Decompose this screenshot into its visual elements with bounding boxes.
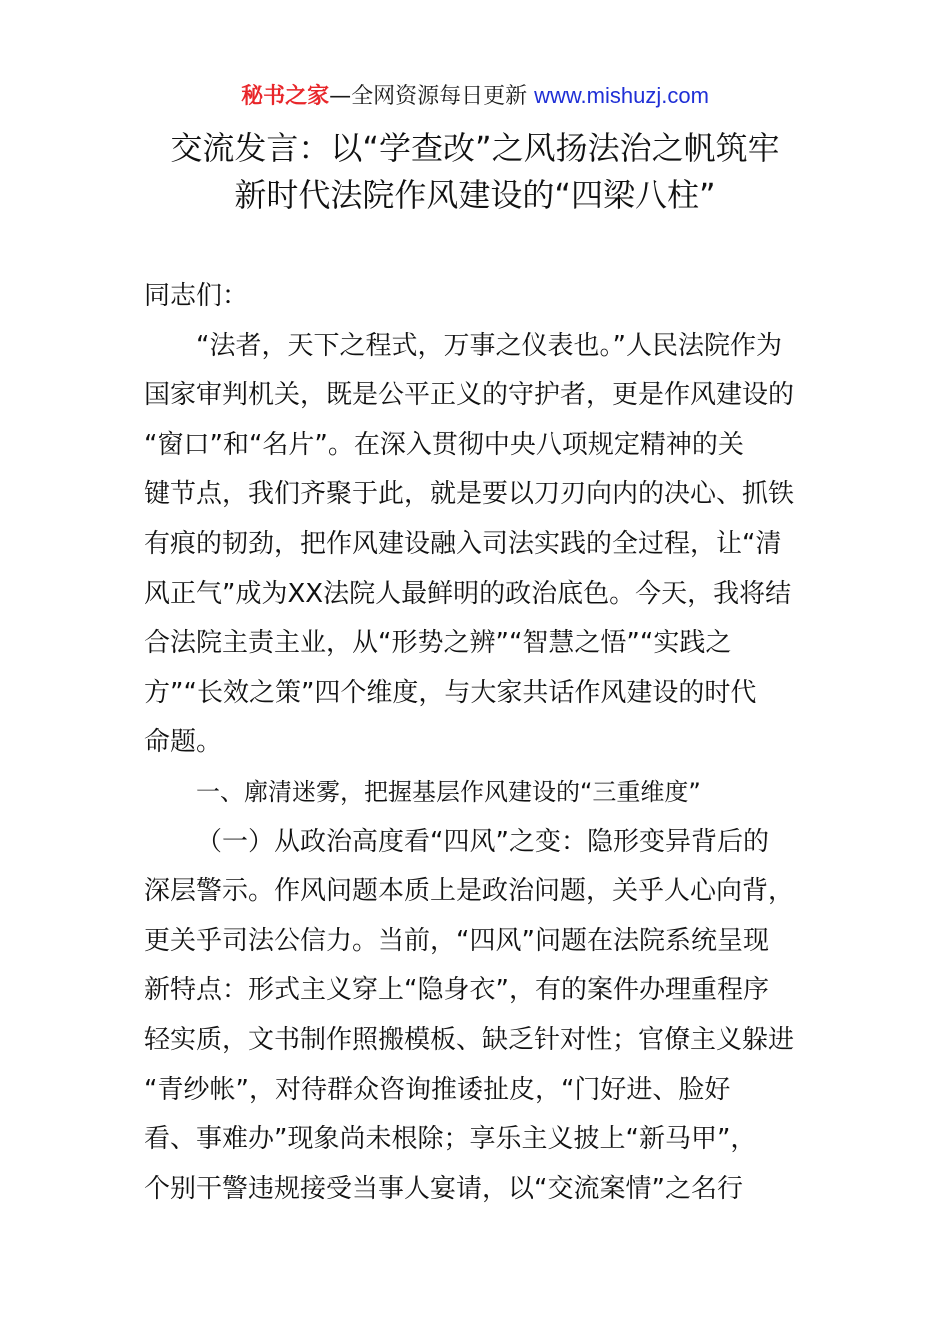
text-line: “青纱帐”，对待群众咨询推诿扯皮，“门好进、脸好 <box>144 1074 731 1105</box>
text-line: 轻实质，文书制作照搬模板、缺乏针对性；官僚主义躲进 <box>144 1024 795 1055</box>
document-title-line-1: 交流发言：以“学查改”之风扬法治之帆筑牢 <box>170 129 780 167</box>
site-url[interactable]: www.mishuzj.com <box>534 83 709 108</box>
text-line: 键节点，我们齐聚于此，就是要以刀刃向内的决心、抓铁 <box>144 479 795 510</box>
text-line: 深层警示。作风问题本质上是政治问题，关乎人心向背， <box>144 876 795 907</box>
text-line: 合法院主责主业，从“形势之辨”“智慧之悟”“实践之 <box>144 628 732 659</box>
text-line: 国家审判机关，既是公平正义的守护者，更是作风建设的 <box>144 380 795 411</box>
brand-name: 秘书之家 <box>241 84 330 109</box>
document-body <box>144 272 808 1214</box>
text-line: 方”“长效之策”四个维度，与大家共话作风建设的时代 <box>144 677 757 708</box>
section-heading: 一、廓清迷雾，把握基层作风建设的“三重维度” <box>196 777 701 806</box>
site-header <box>0 82 950 111</box>
text-line: 个别干警违规接受当事人宴请，以“交流案情”之名行 <box>144 1173 743 1204</box>
text-line: 风正气”成为XX法院人最鲜明的政治底色。今天，我将结 <box>144 578 792 609</box>
text-line: 更关乎司法公信力。当前，“四风”问题在法院系统呈现 <box>144 925 769 956</box>
text-line: 新特点：形式主义穿上“隐身衣”，有的案件办理重程序 <box>144 975 769 1006</box>
text-line: “窗口”和“名片”。在深入贯彻中央八项规定精神的关 <box>144 429 744 460</box>
text-line: “法者，天下之程式，万事之仪表也。”人民法院作为 <box>196 330 782 361</box>
text-line: （一）从政治高度看“四风”之变：隐形变异背后的 <box>196 826 769 857</box>
document-title-line-2: 新时代法院作风建设的“四梁八柱” <box>234 176 716 214</box>
text-line: 看、事难办”现象尚未根除；享乐主义披上“新马甲”， <box>144 1124 757 1155</box>
site-tagline: —全网资源每日更新 <box>329 84 528 109</box>
text-line: 命题。 <box>144 727 223 758</box>
text-line: 有痕的韧劲，把作风建设融入司法实践的全过程，让“清 <box>144 528 782 559</box>
text-line: 同志们： <box>144 281 249 311</box>
